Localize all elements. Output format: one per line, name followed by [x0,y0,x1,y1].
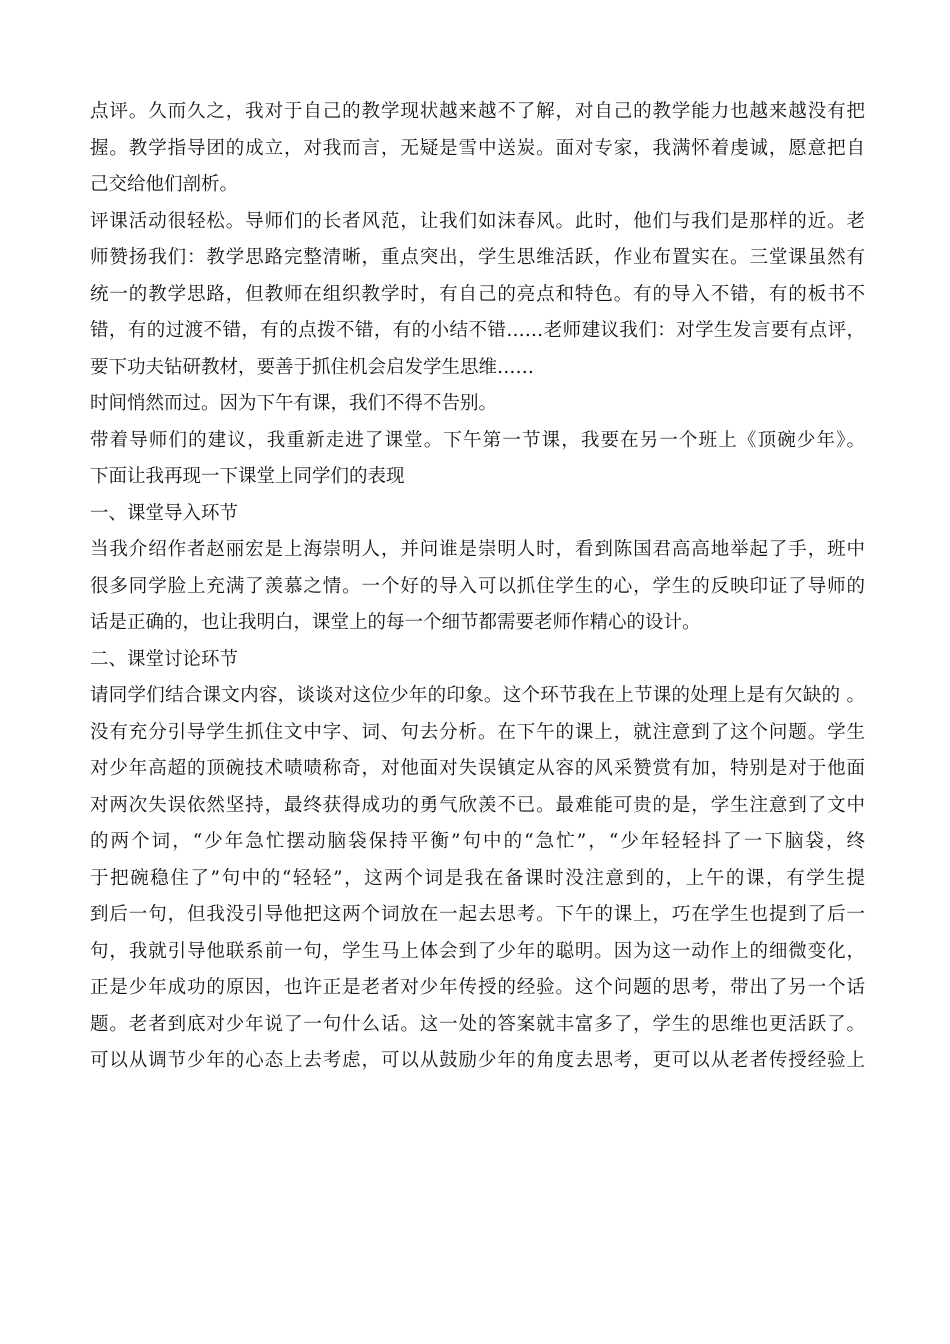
text-line: 评课活动很轻松。导师们的长者风范，让我们如沫春风。此时，他们与我们是那样的近。老 [90,210,865,232]
text-line: 于把碗稳住了”句中的“轻轻”，这两个词是我在备课时没注意到的，上午的课，有学生提 [90,867,865,889]
text-line: 一、课堂导入环节 [90,502,239,524]
text-line: 带着导师们的建议，我重新走进了课堂。下午第一节课，我要在另一个班上《顶碗少年》。 [90,429,865,451]
text-line: 请同学们结合课文内容，谈谈对这位少年的印象。这个环节我在上节课的处理上是有欠缺的 。 [90,685,865,706]
text-line: 统一的教学思路，但教师在组织教学时，有自己的亮点和特色。有的导入不错，有的板书不 [90,283,865,305]
text-line: 正是少年成功的原因，也许正是老者对少年传授的经验。这个问题的思考，带出了另一个话 [90,977,865,998]
text-line: 没有充分引导学生抓住文中字、词、句去分析。在下午的课上，就注意到了这个问题。学生 [90,721,865,743]
text-line: 对少年高超的顶碗技术啧啧称奇，对他面对失误镇定从容的风采赞赏有加，特别是对于他面 [90,758,865,779]
text-line: 话是正确的，也让我明白，课堂上的每一个细节都需要老师作精心的设计。 [90,612,701,633]
text-line: 对两次失误依然坚持，最终获得成功的勇气欣羡不已。最难能可贵的是，学生注意到了文中 [90,794,865,816]
text-line: 错，有的过渡不错，有的点拨不错，有的小结不错……老师建议我们：对学生发言要有点评， [90,320,865,341]
text-line: 要下功夫钻研教材，要善于抓住机会启发学生思维…… [90,356,535,378]
text-line: 到后一句，但我没引导他把这两个词放在一起去思考。下午的课上，巧在学生也提到了后一 [90,904,865,925]
text-line: 二、课堂讨论环节 [90,648,239,670]
text-line: 师赞扬我们：教学思路完整清晰，重点突出，学生思维活跃，作业布置实在。三堂课虽然有 [90,247,865,268]
text-line: 很多同学脸上充满了羡慕之情。一个好的导入可以抓住学生的心，学生的反映印证了导师的 [90,575,865,597]
text-line: 己交给他们剖析。 [90,174,239,195]
text-line: 的两个词，“少年急忙摆动脑袋保持平衡”句中的“急忙”，“少年轻轻抖了一下脑袋，终 [90,831,865,852]
text-line: 时间悄然而过。因为下午有课，我们不得不告别。 [90,393,498,414]
text-line: 握。教学指导团的成立，对我而言，无疑是雪中送炭。面对专家，我满怀着虔诚，愿意把自 [90,137,865,159]
text-line: 下面让我再现一下课堂上同学们的表现 [90,466,405,487]
text-line: 可以从调节少年的心态上去考虑，可以从鼓励少年的角度去思考，更可以从老者传授经验上 [90,1050,865,1071]
text-line: 句，我就引导他联系前一句，学生马上体会到了少年的聪明。因为这一动作上的细微变化， [90,940,865,962]
text-line: 点评。久而久之，我对于自己的教学现状越来越不了解，对自己的教学能力也越来越没有把 [90,101,865,122]
text-line: 题。老者到底对少年说了一句什么话。这一处的答案就丰富多了，学生的思维也更活跃了。 [90,1013,865,1035]
document-body [90,94,865,1080]
text-line: 当我介绍作者赵丽宏是上海崇明人，并问谁是崇明人时，看到陈国君高高地举起了手，班中 [90,539,865,560]
